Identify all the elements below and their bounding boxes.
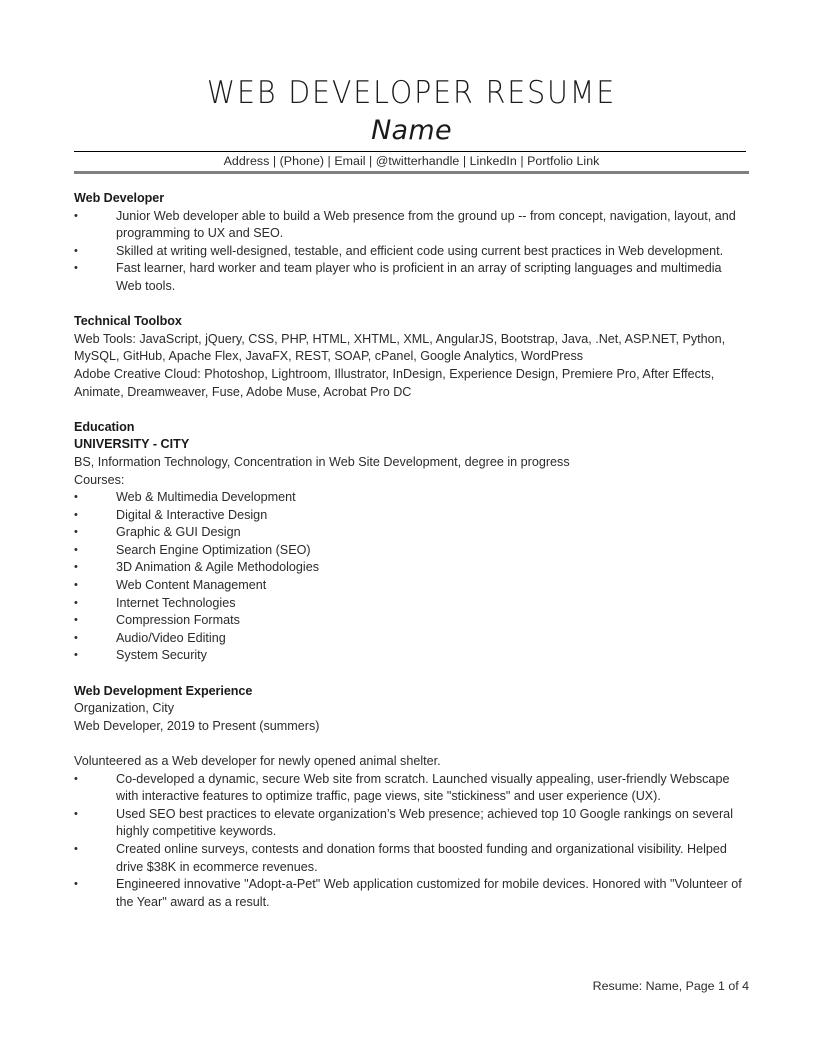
list-item: • Skilled at writing well-designed, testable, and efficient code using current best practices in Web development. xyxy=(74,243,749,261)
education-course-list xyxy=(74,489,749,665)
list-item: • Compression Formats xyxy=(74,612,749,630)
summary-bullet-list xyxy=(74,208,749,296)
education-degree: BS, Information Technology, Concentration in Web Site Development, degree in progress xyxy=(74,454,570,469)
list-item: • Search Engine Optimization (SEO) xyxy=(74,542,749,560)
section-spacer xyxy=(74,401,749,419)
experience-bullet-list xyxy=(74,771,749,912)
resume-header xyxy=(74,0,749,174)
list-item: • Used SEO best practices to elevate organization’s Web presence; achieved top 10 Google rankings on several highly competitive keywords. xyxy=(74,806,749,841)
experience-intro: Volunteered as a Web developer for newly opened animal shelter. xyxy=(74,754,441,768)
section-heading-summary: Web Developer xyxy=(74,191,165,205)
page-title: WEB DEVELOPER RESUME xyxy=(206,75,617,111)
experience-role: Web Developer, 2019 to Present (summers) xyxy=(74,718,320,733)
candidate-name: Name xyxy=(371,115,452,146)
list-item: • Digital & Interactive Design xyxy=(74,507,749,525)
list-item: • Web & Multimedia Development xyxy=(74,489,749,507)
list-item: • Web Content Management xyxy=(74,577,749,595)
page-footer: Resume: Name, Page 1 of 4 xyxy=(592,979,749,993)
section-heading-toolbox: Technical Toolbox xyxy=(74,314,182,329)
section-summary xyxy=(74,190,749,296)
list-item: • Internet Technologies xyxy=(74,595,749,613)
list-item: • 3D Animation & Agile Methodologies xyxy=(74,559,749,577)
toolbox-web-tools: Web Tools: JavaScript, jQuery, CSS, PHP, HTML, XHTML, XML, AngularJS, Bootstrap, Java, .Net, ASP.NET, Python, MySQL, GitHub, Apache Flex, JavaFX, REST, SOAP, cPanel, Google Analytics, WordPress xyxy=(74,331,726,364)
section-education xyxy=(74,419,749,665)
resume-body xyxy=(74,174,749,911)
list-item: • System Security xyxy=(74,647,749,665)
list-item: • Audio/Video Editing xyxy=(74,630,749,648)
list-item: • Graphic & GUI Design xyxy=(74,524,749,542)
experience-organization: Organization, City xyxy=(74,701,175,716)
section-heading-education: Education xyxy=(74,419,135,434)
education-school: UNIVERSITY - CITY xyxy=(74,437,190,452)
toolbox-adobe-cc: Adobe Creative Cloud: Photoshop, Lightroom, Illustrator, InDesign, Experience Design, Premiere Pro, After Effects, Animate, Dreamweaver, Fuse, Adobe Muse, Acrobat Pro DC xyxy=(74,366,715,399)
list-item: • Junior Web developer able to build a Web presence from the ground up -- from concept, navigation, layout, and programming to UX and SEO. xyxy=(74,208,749,243)
list-item: • Fast learner, hard worker and team player who is proficient in an array of scripting languages and multimedia Web tools. xyxy=(74,260,749,295)
list-item: • Engineered innovative "Adopt-a-Pet" Web application customized for mobile devices. Honored with "Volunteer of the Year" award as a result. xyxy=(74,876,749,911)
section-spacer xyxy=(74,665,749,683)
resume-sheet xyxy=(74,0,749,911)
list-item: • Co-developed a dynamic, secure Web site from scratch. Launched visually appealing, user-friendly Webscape with interactive features to optimize traffic, page views, site "stickiness" and user experience (UX). xyxy=(74,771,749,806)
education-courses-label: Courses: xyxy=(74,472,125,487)
contact-line: Address | (Phone) | Email | @twitterhandle | LinkedIn | Portfolio Link xyxy=(223,154,600,168)
experience-spacer xyxy=(74,735,749,753)
section-heading-experience: Web Development Experience xyxy=(74,683,253,698)
section-spacer xyxy=(74,296,749,314)
list-item: • Created online surveys, contests and donation forms that boosted funding and organizational visibility. Helped drive $38K in ecommerce revenues. xyxy=(74,841,749,876)
section-technical-toolbox xyxy=(74,313,749,401)
section-experience xyxy=(74,683,749,912)
